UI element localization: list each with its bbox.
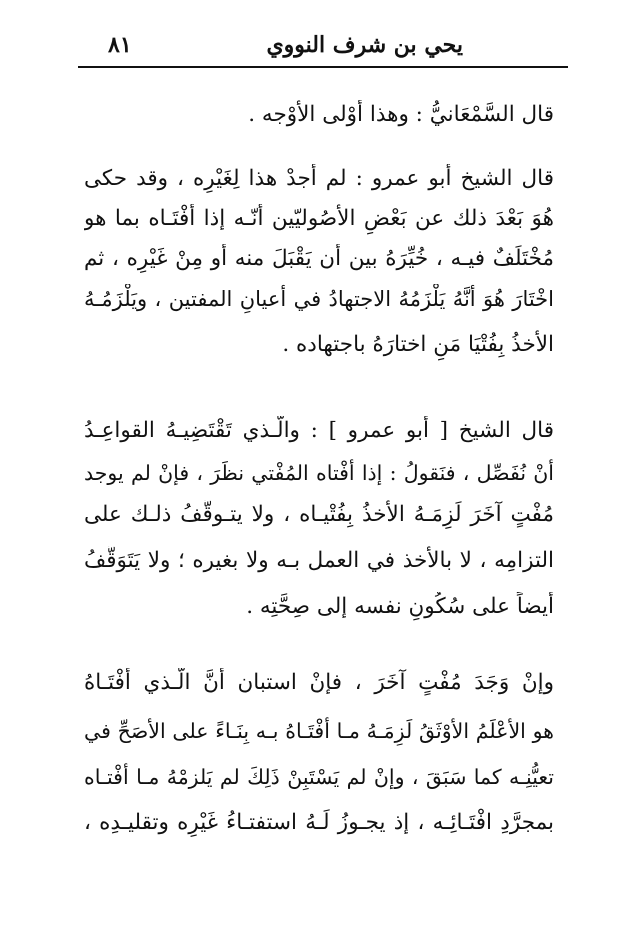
text-line: التزامِه ، لا بالأخذ في العمل بـه ولا بغيره ؛ ولا يَتَوَقَّفُ	[84, 548, 554, 573]
text-line: مُفْتٍ آخَرَ لَزِمَـهُ الأخذُ بِفُتْيـاه ، ولا يتـوقَّفُ ذلـك على	[84, 502, 554, 527]
text-line: قال السَّمْعَانيُّ : وهذا أَوْلى الأَوْجه .	[248, 102, 554, 127]
text-line: هو الأعْلَمُ الأوْثَقُ لَزِمَـهُ مـا أفْتَـاهُ بـه بِنَـاءً على الأصَحِّ في	[84, 719, 554, 743]
text-line: أيضاً على سُكُونِ نفسه إلى صِحَّتِه .	[246, 594, 554, 619]
running-header-title: يحي بن شرف النووي	[266, 32, 463, 58]
text-line: اخْتَارَ هُوَ أنَّهُ يَلْزَمُهُ الاجتهادُ في أعيانِ المفتين ، ويَلْزَمُـهُ	[84, 287, 554, 311]
text-line: أنْ نُفَصِّل ، فنَقولُ : إذا أفْتاه المُفْتي نظَرَ ، فإنْ لم يوجد	[84, 461, 554, 485]
text-line: وإنْ وَجَدَ مُفْتٍ آخَرَ ، فإنْ استبان أنَّ الّـذي أفْتَـاهُ	[84, 670, 554, 695]
text-line: بمجرَّدِ افْتَـائِـه ، إذ يجـوزُ لَـهُ استفتـاءُ غَيْرِه وتقليـدِه ،	[84, 810, 554, 835]
text-line: هُوَ بَعْدَ ذلك عن بَعْضِ الأصُوليّين أنّـه إذا أفْتَـاه بما هو	[84, 206, 554, 231]
running-header	[78, 28, 568, 68]
text-line: تعيُّنِـه كما سَبَقَ ، وإنْ لم يَسْتَبِنْ ذَلِكَ لم يَلزمْهُ مـا أفْتـاه	[84, 765, 554, 789]
text-line: قال الشيخ [ أبو عمرو ] : والّـذي تَقْتَضِيـهُ القواعِـدُ	[84, 418, 554, 443]
text-line: مُخْتَلَفٌ فيـه ، خُيِّرَهُ بين أن يَقْبَلَ منه أو مِنْ غَيْرِه ، ثم	[84, 246, 554, 271]
page-number: ٨١	[108, 32, 132, 58]
header-divider	[78, 66, 568, 68]
text-line: قال الشيخ أبو عمرو : لم أجدْ هذا لِغَيْرِه ، وقد حكى	[84, 166, 554, 191]
text-line: الأخذُ بِفُتْيَا مَنِ اختارَهُ باجتهاده .	[282, 332, 554, 357]
